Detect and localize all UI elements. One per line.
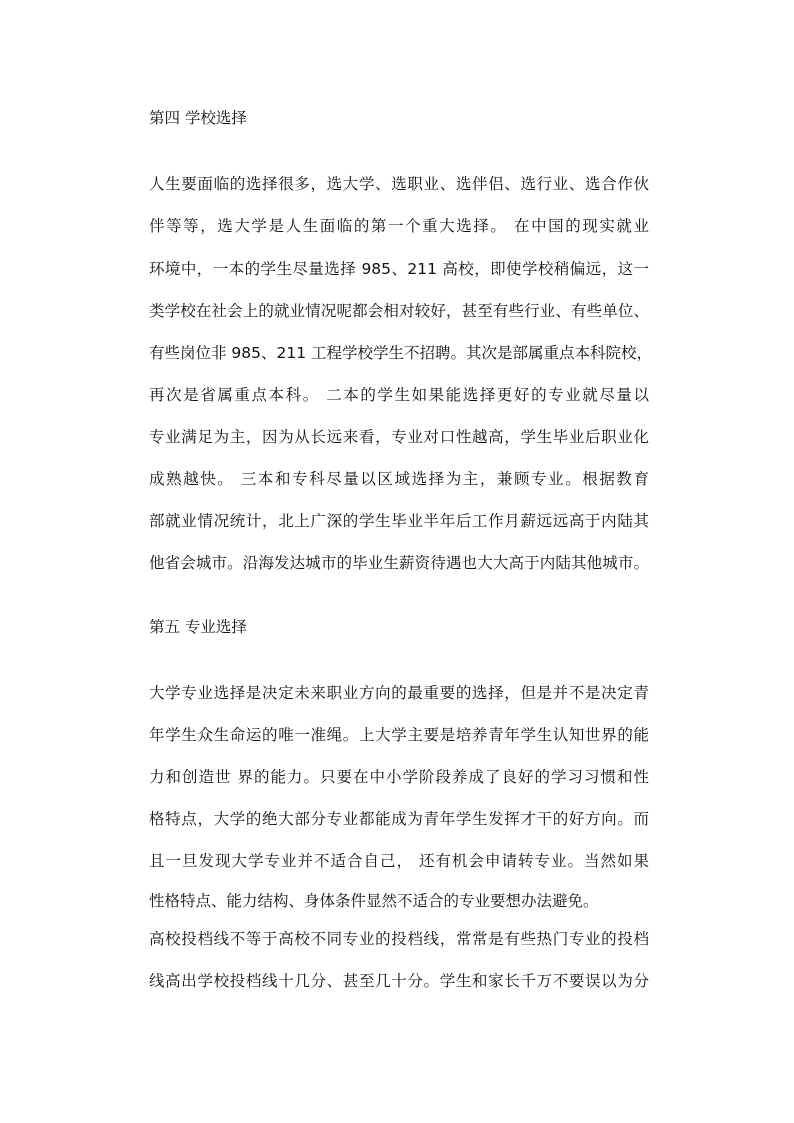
paragraph-line: 环境中，一本的学生尽量选择 985、211 高校，即使学校稍偏远，这一: [149, 260, 649, 278]
paragraph-line: 性格特点、能力结构、身体条件显然不适合的专业要想办法避免。: [149, 892, 599, 910]
paragraph-line: 人生要面临的选择很多，选大学、选职业、选伴侣、选行业、选合作伙: [149, 175, 649, 193]
paragraph-line: 有些岗位非 985、211 工程学校学生不招聘。其次是部属重点本科院校，: [149, 344, 653, 362]
section-heading-school-choice: 第四 学校选择: [149, 109, 247, 127]
section-heading-major-choice: 第五 专业选择: [149, 618, 247, 636]
paragraph-line: 部就业情况统计，北上广深的学生毕业半年后工作月薪远远高于内陆其: [149, 512, 649, 530]
paragraph-line: 伴等等，选大学是人生面临的第一个重大选择。 在中国的现实就业: [149, 217, 649, 235]
paragraph-line: 类学校在社会上的就业情况呢都会相对较好，甚至有些行业、有些单位、: [149, 302, 649, 320]
paragraph-line: 大学专业选择是决定未来职业方向的最重要的选择，但是并不是决定青: [149, 684, 649, 702]
paragraph-line: 线高出学校投档线十几分、甚至几十分。学生和家长千万不要误以为分: [149, 972, 649, 990]
paragraph-line: 他省会城市。沿海发达城市的毕业生薪资待遇也大大高于内陆其他城市。: [149, 554, 649, 572]
paragraph-line: 成熟越快。 三本和专科尽量以区域选择为主，兼顾专业。根据教育: [149, 470, 649, 488]
paragraph-line: 格特点，大学的绝大部分专业都能成为青年学生发挥才干的好方向。而: [149, 810, 649, 828]
paragraph-line: 年学生众生命运的唯一准绳。上大学主要是培养青年学生认知世界的能: [149, 726, 649, 744]
paragraph-line: 力和创造世 界的能力。只要在中小学阶段养成了良好的学习习惯和性: [149, 768, 649, 786]
paragraph-line: 专业满足为主，因为从长远来看，专业对口性越高，学生毕业后职业化: [149, 428, 649, 446]
paragraph-line: 且一旦发现大学专业并不适合自己， 还有机会申请转专业。当然如果: [149, 852, 649, 870]
paragraph-line: 再次是省属重点本科。 二本的学生如果能选择更好的专业就尽量以: [149, 386, 649, 404]
paragraph-line: 高校投档线不等于高校不同专业的投档线，常常是有些热门专业的投档: [149, 930, 649, 948]
